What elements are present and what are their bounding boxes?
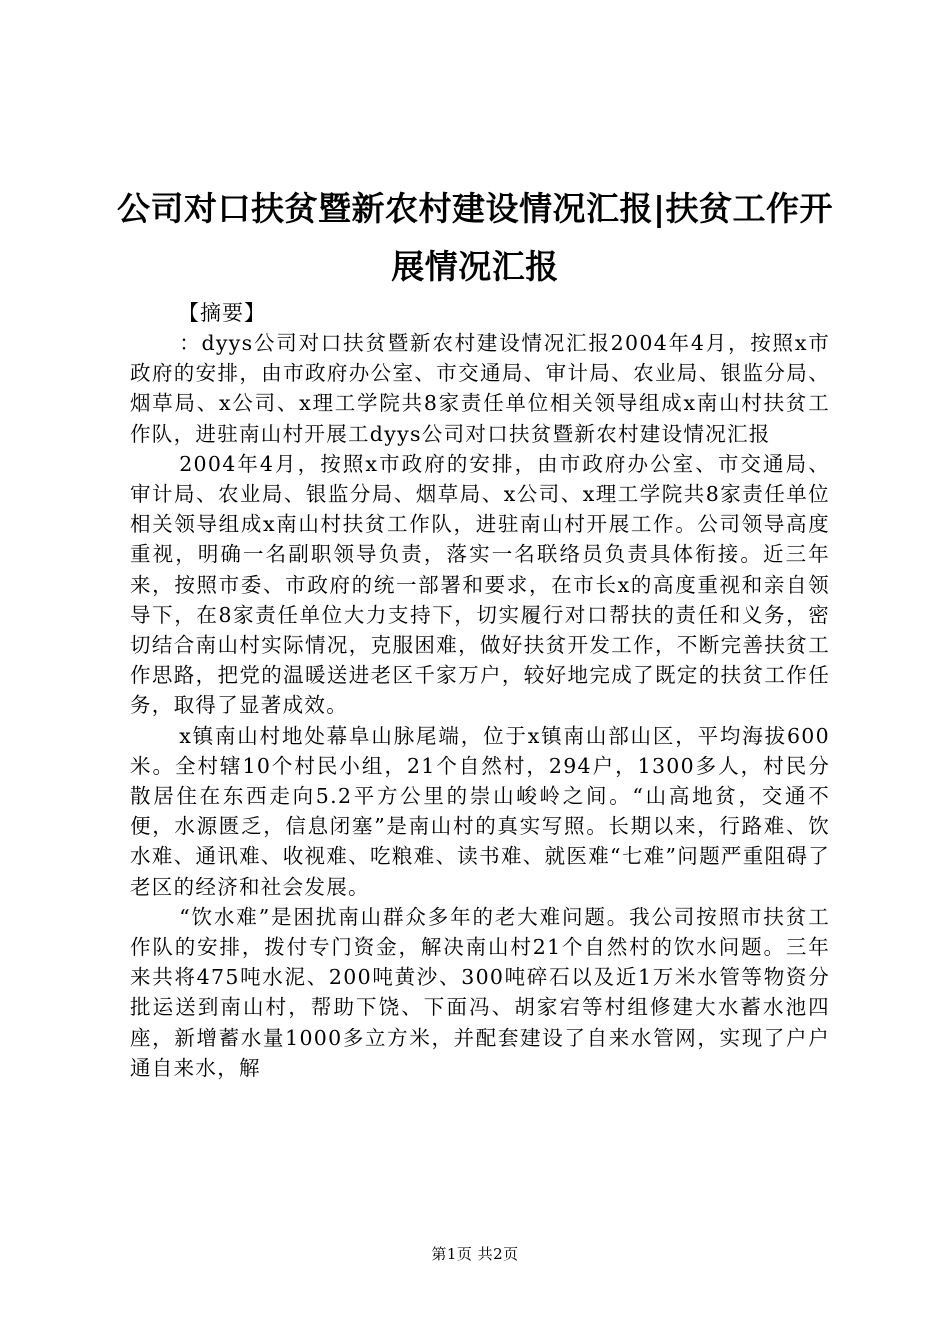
abstract-paragraph: ：dyys公司对口扶贫暨新农村建设情况汇报2004年4月，按照x市政府的安排，由市政府办公室、市交通局、审计局、农业局、银监分局、烟草局、x公司、x理工学院共8家责任单位相关领导组成x南山村扶贫工作队，进驻南山村开展工dyys公司对口扶贫暨新农村建设情况汇报 [130, 331, 830, 446]
body-paragraph: x镇南山村地处幕阜山脉尾端，位于x镇南山部山区，平均海拔600米。全村辖10个村民小组，21个自然村，294户，1300多人，村民分散居住在东西走向5.2平方公里的崇山峻岭之间。“山高地贫，交通不便，水源匮乏，信息闭塞”是南山村的真实写照。长期以来，行路难、饮水难、通讯难、收视难、吃粮难、读书难、就医难“七难”问题严重阻碍了老区的经济和社会发展。 [130, 723, 830, 899]
page-footer: 第1页 共2页 [431, 1245, 519, 1263]
body-paragraph: 2004年4月，按照x市政府的安排，由市政府办公室、市交通局、审计局、农业局、银监分局、烟草局、x公司、x理工学院共8家责任单位相关领导组成x南山村扶贫工作队，进驻南山村开展工作。公司领导高度重视，明确一名副职领导负责，落实一名联络员负责具体衔接。近三年来，按照市委、市政府的统一部署和要求，在市长x的高度重视和亲自领导下，在8家责任单位大力支持下，切实履行对口帮扶的责任和义务，密切结合南山村实际情况，克服困难，做好扶贫开发工作，不断完善扶贫工作思路，把党的温暖送进老区千家万户，较好地完成了既定的扶贫工作任务，取得了显著成效。 [130, 451, 830, 718]
body-paragraph: “饮水难”是困扰南山群众多年的老大难问题。我公司按照市扶贫工作队的安排，拨付专门资金，解决南山村21个自然村的饮水问题。三年来共将475吨水泥、200吨黄沙、300吨碎石以及近1万米水管等物资分批运送到南山村，帮助下饶、下面冯、胡家宕等村组修建大水蓄水池四座，新增蓄水量1000多立方米，并配套建设了自来水管网，实现了户户通自来水，解 [130, 904, 830, 1080]
document-body [130, 298, 830, 1083]
document-title: 公司对口扶贫暨新农村建设情况汇报|扶贫工作开展情况汇报 [116, 189, 834, 286]
abstract-label: 【摘要】 [178, 301, 266, 325]
